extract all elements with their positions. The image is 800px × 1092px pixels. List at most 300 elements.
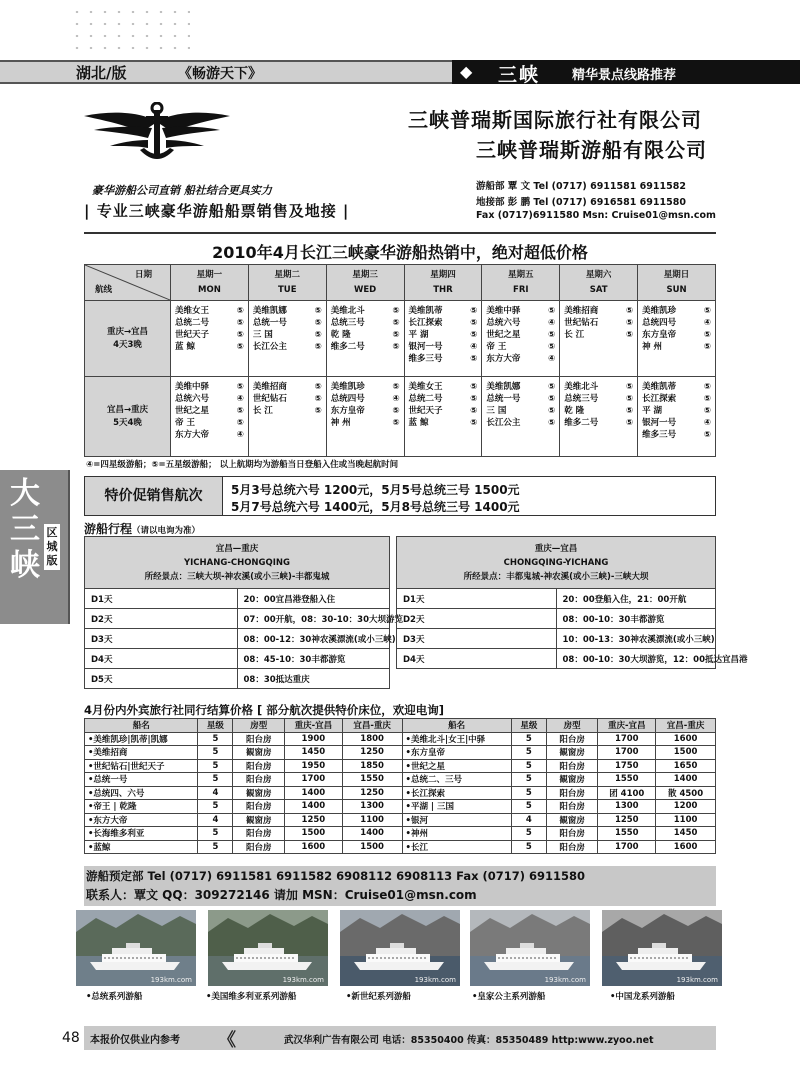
ship-name: 世纪天子 [408,406,443,416]
ship-name: 维多二号 [564,418,599,428]
price-cell: 1550 [598,773,656,787]
section-sidebar [0,470,70,624]
ship-entry [331,329,400,341]
price-cell: •总统一号 [85,773,198,787]
star-rating: ⑤ [470,394,478,404]
ship-entry [564,393,633,405]
price-cell: •长江 [402,840,511,854]
footer-band [84,1026,716,1050]
price-cell: 観窗房 [546,813,598,827]
itinerary-day: D1天 [397,589,557,609]
price-cell: 1950 [285,759,343,773]
banner-title: 三峡 [498,64,541,86]
price-cell: 阳台房 [546,800,598,814]
star-rating: ⑤ [470,306,478,316]
ship-entry [642,341,711,353]
price-cell: •世纪钻石|世纪天子 [85,759,198,773]
ship-entry [486,393,555,405]
star-rating: ⑤ [392,406,400,416]
price-cell: 阳台房 [546,840,598,854]
promo-box [84,476,716,516]
ship-name: 美维女王 [175,306,210,316]
star-rating: ⑤ [470,354,478,364]
star-rating: ⑤ [392,418,400,428]
price-cell: 1700 [598,732,656,746]
price-cell: 1400 [285,786,343,800]
price-cell: 1500 [285,827,343,841]
photo-watermark: 193km.com [150,976,192,984]
ship-entry [175,341,244,353]
sailing-schedule-table [84,264,716,457]
price-cell: 1450 [285,746,343,760]
star-rating: ⑤ [470,406,478,416]
ship-name: 总统一号 [252,318,287,328]
price-cell: 1250 [342,746,402,760]
star-rating: ⑤ [703,306,711,316]
star-rating: ⑤ [236,342,244,352]
price-cell: 5 [511,759,546,773]
price-cell: 1400 [342,827,402,841]
schedule-cell [404,377,482,457]
price-cell: 5 [198,840,233,854]
star-rating: ⑤ [392,382,400,392]
price-header-cell: 房型 [546,719,598,733]
ship-entry [253,329,322,341]
cruise-ship-icon [76,910,196,986]
ship-entry [642,405,711,417]
ship-entry [564,381,633,393]
ship-name: 长 江 [252,406,273,416]
price-row [85,759,716,773]
star-rating: ⑤ [236,382,244,392]
price-header-cell: 房型 [233,719,285,733]
ship-photo [340,910,460,986]
itinerary-day: D1天 [85,589,238,609]
slogan-line-2: | 专业三峡豪华游船船票销售及地接 | [84,202,350,220]
itinerary-day: D3天 [85,629,238,649]
ship-entry [486,405,555,417]
schedule-cell [404,301,482,377]
contact-line: 游船部 覃 文 Tel (0717) 6911581 6911582 [476,181,686,192]
price-cell: •世纪之星 [402,759,511,773]
price-cell: •平湖 | 三国 [402,800,511,814]
itinerary-day: D4天 [397,649,557,669]
ship-name: 总统三号 [330,318,365,328]
booking-phone-line: 游船预定部 Tel (0717) 6911581 6911582 6908112 6908113 Fax (0717) 6911580 [86,869,586,883]
schedule-title: 2010年4月长江三峡豪华游船热销中，绝对超低价格 [212,243,588,262]
price-row [85,800,716,814]
ship-entry [331,405,400,417]
price-cell: •神州 [402,827,511,841]
slogan-line-1: 豪华游船公司直销 船社结合更具实力 [92,184,272,197]
price-row [85,840,716,854]
chevron-left-icon: 《 [218,1030,236,1051]
star-rating: ④ [236,430,244,440]
price-cell: 阳台房 [546,759,598,773]
star-rating: ⑤ [625,382,634,392]
itinerary-row [397,649,716,669]
price-header-cell: 船名 [85,719,198,733]
star-rating: ⑤ [314,318,322,328]
ship-name: 美维中驿 [175,382,210,392]
star-rating: ⑤ [625,318,634,328]
column-title: 《畅游天下》 [178,66,262,82]
ship-name: 三 国 [252,330,273,340]
ship-name: 银河一号 [408,342,443,352]
photo-caption: •中国龙系列游船 [610,992,675,1002]
price-cell: 5 [198,773,233,787]
price-cell: 1600 [656,732,716,746]
ship-name: 平 湖 [408,330,429,340]
price-cell: 1200 [656,800,716,814]
itinerary-table-left [84,536,404,689]
ship-name: 东方大帝 [486,354,521,364]
star-rating: ④ [703,418,711,428]
day-header: 星期一 MON [171,265,249,301]
ship-photo [76,910,196,986]
ship-name: 乾 隆 [330,330,351,340]
ship-entry [486,417,555,429]
price-cell: 1700 [598,746,656,760]
price-cell: 5 [511,786,546,800]
star-rating: ⑤ [548,306,556,316]
footer-company-info: 武汉华利广告有限公司 电话：85350400 传真：85350489 http:www.zyoo.net [284,1035,654,1046]
booking-band [84,866,716,906]
star-rating: ⑤ [703,382,711,392]
ship-entry [564,305,633,317]
star-rating: ⑤ [236,318,244,328]
route-row [85,301,716,377]
price-cell: 阳台房 [546,732,598,746]
ship-entry [175,393,244,405]
star-rating: ⑤ [548,418,556,428]
star-rating: ④ [236,394,244,404]
photo-caption: •总统系列游船 [86,992,143,1002]
itinerary-activity: 08：00-10：30丰都游览 [556,609,716,629]
price-cell: 5 [198,759,233,773]
ship-entry [175,305,244,317]
ship-entry [253,305,322,317]
price-cell: 1500 [342,840,402,854]
photo-caption: •美国维多利亚系列游船 [206,992,297,1002]
star-rating: ⑤ [625,394,634,404]
ship-name: 美维凯娜 [486,382,521,392]
ship-name: 维多二号 [330,342,365,352]
ship-name: 乾 隆 [564,406,585,416]
price-header-cell: 宜昌-重庆 [342,719,402,733]
price-cell: 阳台房 [233,827,285,841]
page-number: 48 [62,1030,80,1046]
price-header-cell: 星级 [198,719,233,733]
diamond-arrow-icon: ◆ [460,62,473,81]
star-rating: ⑤ [470,382,478,392]
ship-name: 美维中驿 [486,306,521,316]
star-rating: ⑤ [625,406,634,416]
price-cell: 5 [511,827,546,841]
ship-entry [175,405,244,417]
price-cell: 5 [511,732,546,746]
star-rating: ④ [548,318,556,328]
ship-entry [409,405,478,417]
cruise-ship-icon [208,910,328,986]
corner-date-label: 日期 [134,269,152,280]
price-cell: 阳台房 [233,732,285,746]
ship-photo [470,910,590,986]
price-cell: 散 4500 [656,786,716,800]
ship-name: 神 州 [642,342,663,352]
price-title: 4月份内外宾旅行社同行结算价格 [ 部分航次提供特价床位，欢迎电询] [84,703,445,717]
price-cell: 1500 [656,746,716,760]
schedule-cell [248,377,326,457]
itinerary-activity: 08：30抵达重庆 [237,669,390,689]
ship-name: 总统四号 [642,318,677,328]
sidebar-title: 大三峡 [10,476,40,583]
itinerary-row [85,629,390,649]
price-cell: 1250 [598,813,656,827]
itinerary-header: 宜昌—重庆 YICHANG-CHONGQING 所经景点：三峡大坝-神农溪(或小三峡)-丰都鬼城 [85,537,390,589]
ship-entry [175,417,244,429]
price-cell: 1400 [285,800,343,814]
ship-name: 美维凯娜 [252,306,287,316]
ship-entry [253,405,322,417]
price-cell: 1300 [342,800,402,814]
ship-name: 帝 王 [175,418,195,428]
decorative-dot-grid [70,6,190,50]
day-header: 星期六 SAT [560,265,638,301]
ship-entry [409,393,478,405]
star-rating: ⑤ [236,330,244,340]
price-cell: 1300 [598,800,656,814]
price-cell: 阳台房 [233,759,285,773]
photo-caption: •新世纪系列游船 [346,992,411,1002]
star-rating: ④ [470,342,478,352]
ship-name: 总统六号 [486,318,521,328]
ship-entry [253,317,322,329]
ship-entry [486,329,555,341]
contact-line: Fax (0717)6911580 Msn: Cruise01@msn.com [476,210,716,221]
schedule-cell [482,301,560,377]
ship-entry [175,329,244,341]
ship-entry [409,341,478,353]
star-rating: ⑤ [703,394,711,404]
itinerary-day: D3天 [397,629,557,649]
price-cell: 5 [511,746,546,760]
booking-contact-line: 联系人：覃文 QQ：309272146 请加 MSN：Cruise01@msn.com [86,888,477,902]
itinerary-day: D5天 [85,669,238,689]
ship-entry [564,317,633,329]
price-cell: 1700 [598,840,656,854]
itinerary-row [397,589,716,609]
star-rating: ⑤ [236,418,244,428]
schedule-cell [560,377,638,457]
footer-disclaimer: 本报价仅供业内参考 [90,1035,180,1046]
itinerary-activity: 08：00-10：30大坝游览，12：00抵达宜昌港 [556,649,716,669]
ship-name: 美维凯珍 [642,306,677,316]
ship-entry [331,305,400,317]
legend-note: ④=四星级游船；⑤=五星级游船； 以上航期均为游船当日登船入住或当晚起航时间 [86,460,399,470]
ship-name: 东方皇帝 [642,330,677,340]
price-header-cell: 船名 [402,719,511,733]
price-cell: 1450 [656,827,716,841]
price-row [85,813,716,827]
photo-watermark: 193km.com [282,976,324,984]
price-header-cell: 星级 [511,719,546,733]
star-rating: ⑤ [392,330,400,340]
star-rating: ⑤ [314,342,322,352]
price-cell: 5 [198,827,233,841]
price-cell: 阳台房 [233,840,285,854]
star-rating: ④ [548,354,556,364]
day-header: 星期二 TUE [248,265,326,301]
ship-entry [253,341,322,353]
price-cell: 観窗房 [233,786,285,800]
ship-entry [486,341,555,353]
route-cell: 重庆→宜昌 4天3晚 [85,301,171,377]
banner-subtitle: 精华景点线路推荐 [572,68,677,83]
ship-entry [409,417,478,429]
price-table [84,718,716,854]
price-cell: 5 [511,840,546,854]
ship-photo [602,910,722,986]
price-cell: 観窗房 [546,746,598,760]
price-cell: 1100 [342,813,402,827]
price-cell: 1100 [656,813,716,827]
ship-name: 美维凯蒂 [642,382,677,392]
price-cell: •美维北斗|女王|中驿 [402,732,511,746]
price-cell: •美维招商 [85,746,198,760]
price-cell: •总统二、三号 [402,773,511,787]
price-header-row [85,719,716,733]
price-cell: 1600 [285,840,343,854]
star-rating: ④ [703,318,711,328]
star-rating: ⑤ [548,342,556,352]
itinerary-activity: 20：00宜昌港登船入住 [237,589,390,609]
price-cell: 1850 [342,759,402,773]
itinerary-subtitle: （请以电询为准） [132,526,201,536]
schedule-cell [326,377,404,457]
ship-entry [486,381,555,393]
star-rating: ⑤ [392,318,400,328]
star-rating: ⑤ [314,306,322,316]
itinerary-activity: 20：00登船入住，21：00开航 [556,589,716,609]
schedule-cell [326,301,404,377]
price-cell: 4 [198,813,233,827]
cruise-ship-icon [470,910,590,986]
itinerary-table-right [396,536,748,669]
itinerary-day: D4天 [85,649,238,669]
price-cell: 1600 [656,840,716,854]
ship-name: 总统四号 [330,394,365,404]
schedule-cell [560,301,638,377]
ship-entry [486,305,555,317]
price-cell: •蓝鲸 [85,840,198,854]
ship-name: 平 湖 [642,406,663,416]
ship-name: 美维招商 [564,306,599,316]
ship-name: 长江公主 [252,342,287,352]
star-rating: ⑤ [625,330,634,340]
price-cell: 4 [511,813,546,827]
ship-name: 三 国 [486,406,507,416]
ship-name: 美维女王 [408,382,443,392]
company-name-cruise: 三峡普瑞斯游船有限公司 [476,138,707,162]
ship-entry [409,381,478,393]
winged-anchor-logo-icon [82,102,232,166]
price-cell: 阳台房 [233,800,285,814]
promo-line: 5月3号总统六号 1200元，5月5号总统三号 1500元 [231,483,520,497]
schedule-cell [171,377,249,457]
star-rating: ⑤ [314,394,322,404]
price-cell: 阳台房 [546,827,598,841]
star-rating: ⑤ [703,430,711,440]
cruise-ship-icon [340,910,460,986]
ship-name: 帝 王 [486,342,507,352]
ship-name: 总统一号 [486,394,521,404]
price-cell: 1700 [285,773,343,787]
itinerary-activity: 10：00-13：30神农溪漂流(或小三峡) [556,629,716,649]
price-cell: •长江探索 [402,786,511,800]
photo-watermark: 193km.com [544,976,586,984]
region-label: 湖北/版 [76,64,127,82]
price-cell: •总统四、六号 [85,786,198,800]
company-name-agency: 三峡普瑞斯国际旅行社有限公司 [408,108,702,132]
ship-entry [175,317,244,329]
star-rating: ⑤ [392,342,400,352]
ship-entry [331,317,400,329]
price-row [85,732,716,746]
sidebar-subtitle: 区城版 [44,524,60,570]
itinerary-day: D2天 [85,609,238,629]
ship-name: 总统六号 [175,394,210,404]
price-header-cell: 宜昌-重庆 [656,719,716,733]
ship-name: 蓝 鲸 [408,418,429,428]
ship-name: 长 江 [564,330,585,340]
price-cell: 観窗房 [546,773,598,787]
day-header: 星期日 SUN [638,265,716,301]
itinerary-row [397,629,716,649]
ship-entry [253,393,322,405]
itinerary-activity: 08：45-10：30丰都游览 [237,649,390,669]
price-cell: 観窗房 [233,813,285,827]
price-cell: 5 [198,800,233,814]
ship-entry [642,381,711,393]
price-cell: 5 [198,746,233,760]
contact-line: 地接部 彭 鹏 Tel (0717) 6916581 6911580 [476,197,686,208]
price-cell: 1250 [285,813,343,827]
itinerary-title: 游船行程（请以电询为准） [84,522,201,536]
itinerary-header: 重庆—宜昌 CHONGQING-YICHANG 所经景点：丰都鬼城-神农溪(或小三峡)-三峡大坝 [397,537,716,589]
price-cell: 観窗房 [233,746,285,760]
ship-name: 神 州 [330,418,351,428]
itinerary-row [85,589,390,609]
star-rating: ⑤ [236,306,244,316]
star-rating: ⑤ [548,330,556,340]
ship-entry [409,329,478,341]
ship-entry [331,341,400,353]
ship-entry [642,329,711,341]
ship-name: 总统二号 [175,318,210,328]
star-rating: ⑤ [314,330,322,340]
star-rating: ⑤ [314,382,322,392]
ship-name: 东方大帝 [175,430,210,440]
schedule-corner [85,265,171,301]
ship-name: 长江探索 [642,394,677,404]
ship-name: 总统三号 [564,394,599,404]
price-cell: •美维凯珍|凯蒂|凯娜 [85,732,198,746]
ship-entry [409,353,478,365]
ship-entry [564,417,633,429]
schedule-cell [638,301,716,377]
ship-entry [486,317,555,329]
